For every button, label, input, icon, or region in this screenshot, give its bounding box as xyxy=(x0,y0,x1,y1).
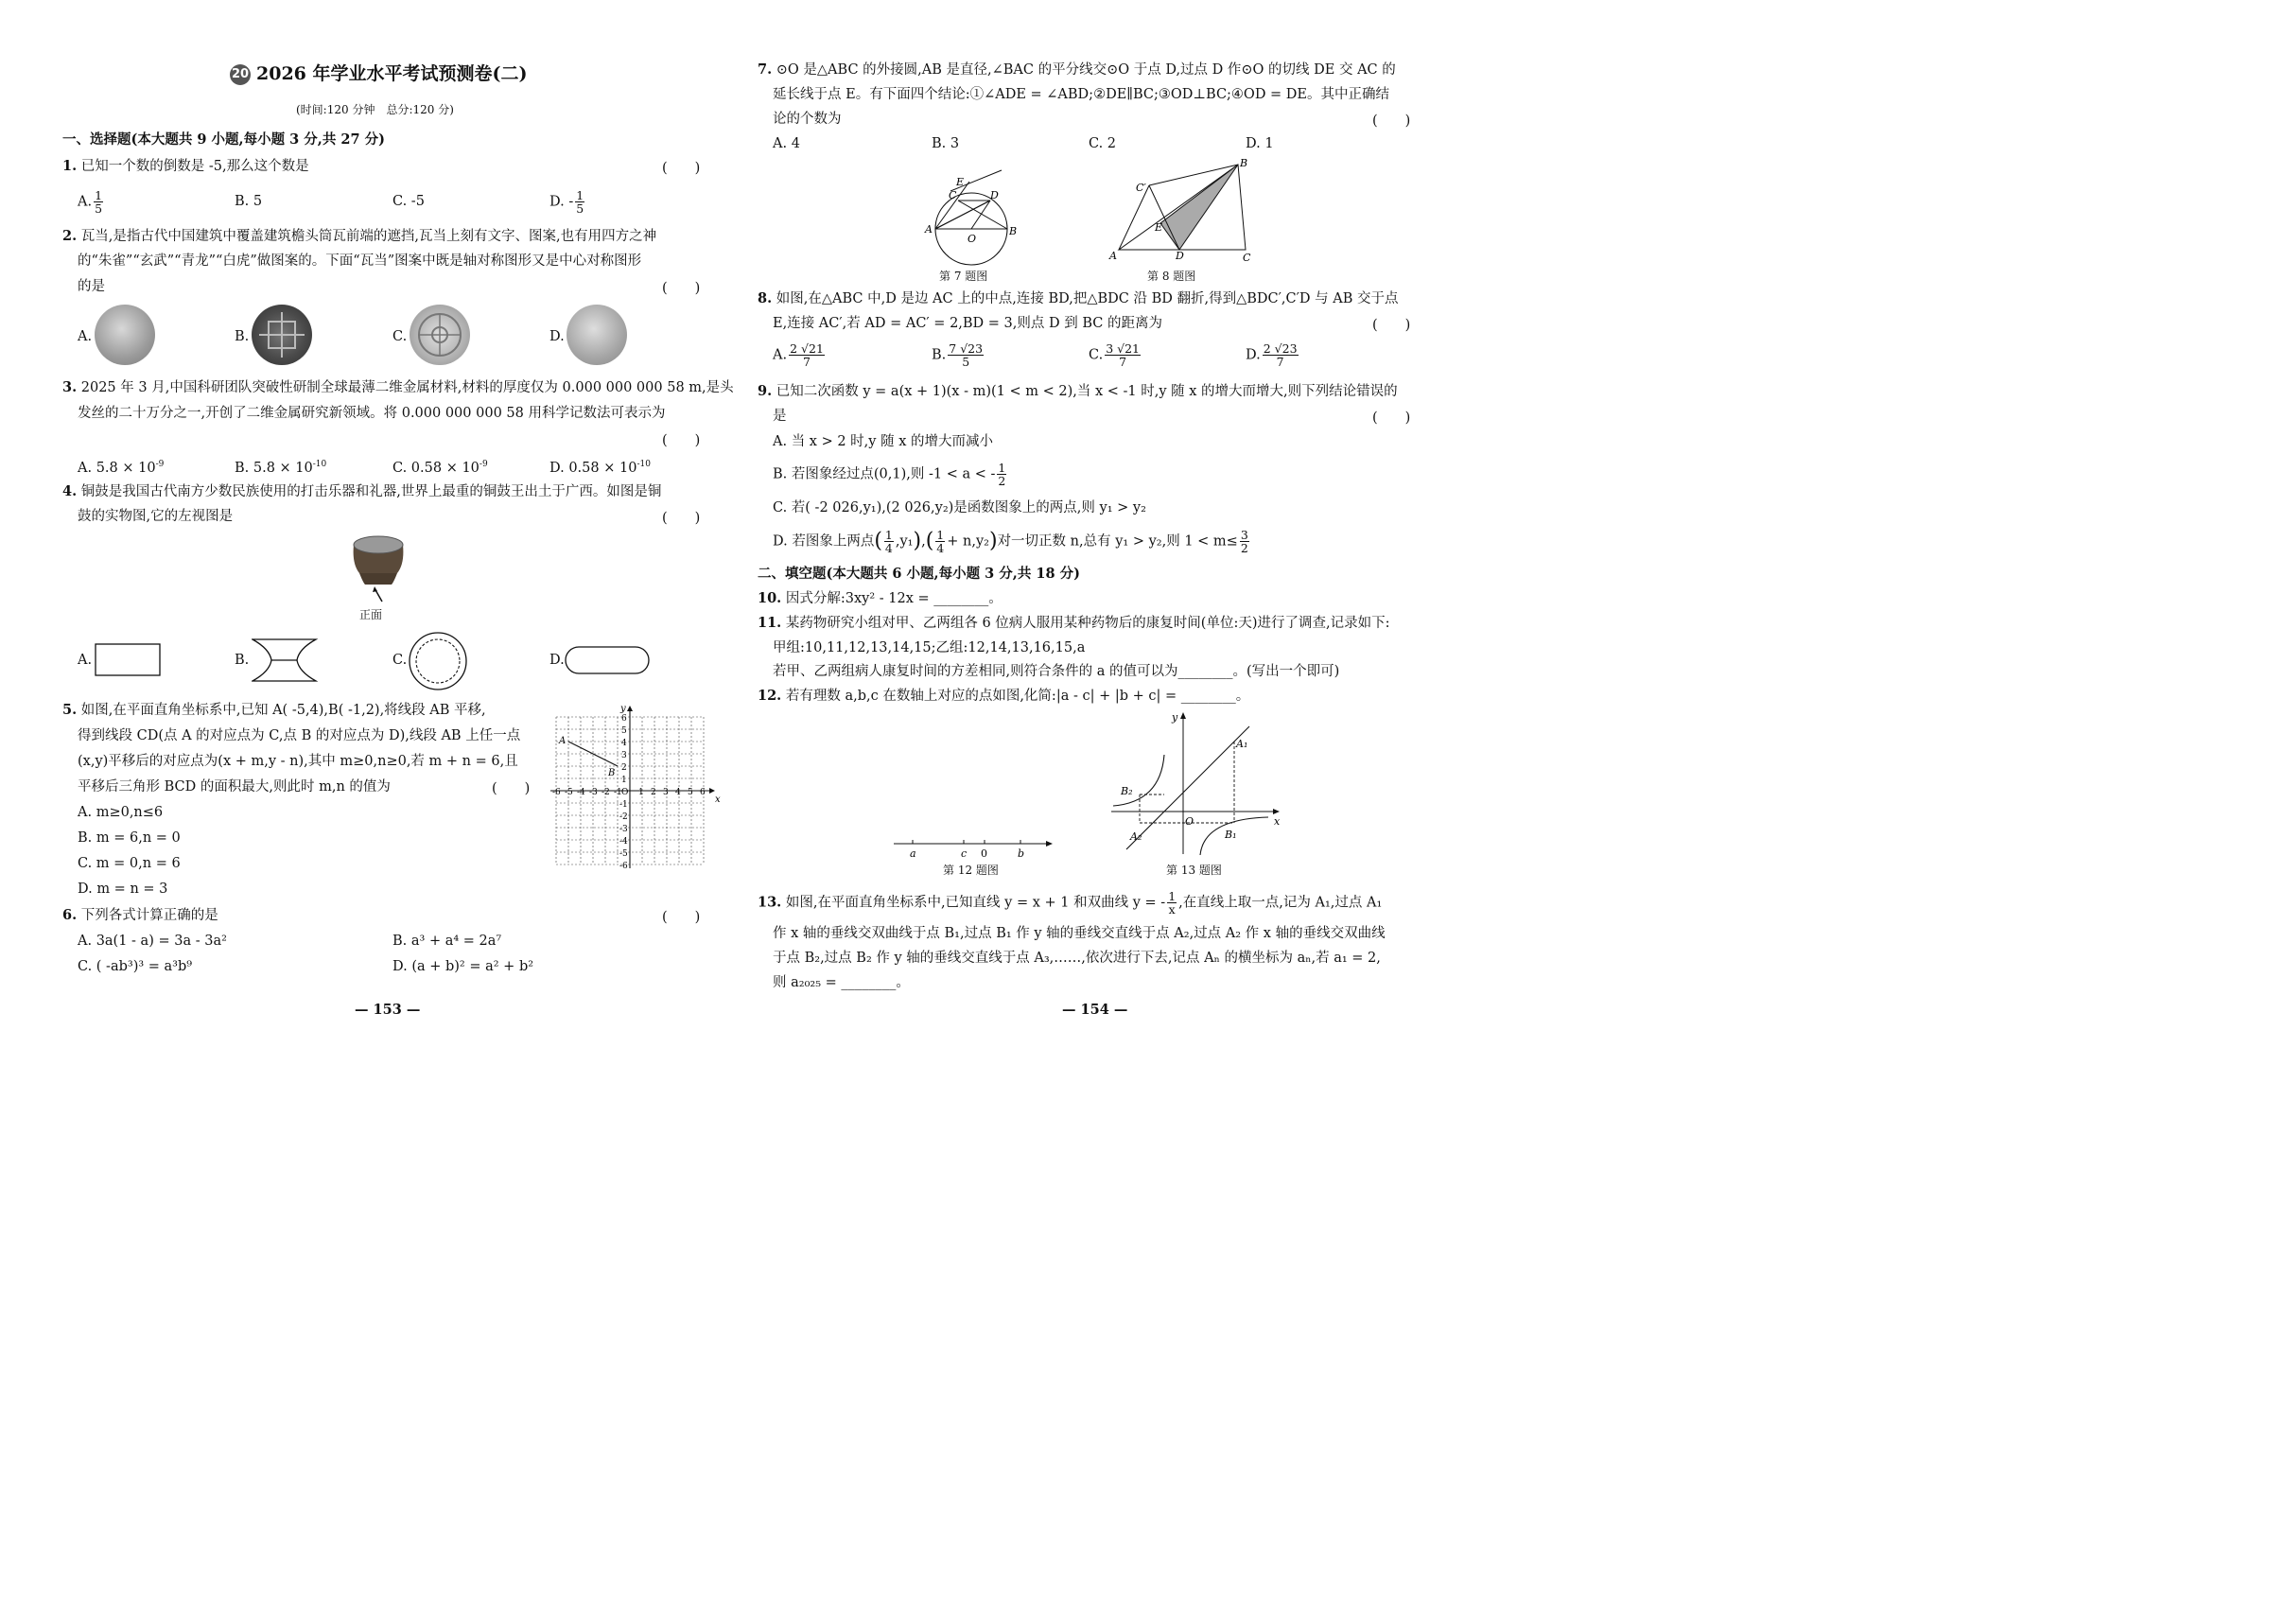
fig13-label-a1: A₁ xyxy=(1236,738,1248,750)
y-tick-label: -4 xyxy=(619,837,628,847)
fig8-label-d: D xyxy=(1176,250,1184,262)
y-tick-label: 4 xyxy=(621,739,627,748)
x-axis-label: x xyxy=(715,795,721,805)
left-page xyxy=(0,0,739,1047)
fig13-label-x: x xyxy=(1274,815,1281,828)
q3-stem-line2: 发丝的二十万分之一,开创了二维金属研究新领域。将 0.000 000 000 58 用科学记数法可表示为 xyxy=(78,406,666,421)
badge-number: 20 xyxy=(230,64,251,85)
q4-option-b-shape xyxy=(252,636,318,685)
q7-stem-line2: 延长线于点 E。有下面四个结论:①∠ADE = ∠ABD;②DE∥BC;③OD⊥BC;④OD = DE。其中正确结 xyxy=(773,87,1390,102)
q2-stem-line1: 2. 瓦当,是指古代中国建筑中覆盖建筑檐头筒瓦前端的遮挡,瓦当上刻有文字、图案,也有用四方之神 xyxy=(62,228,657,244)
q6-option-c[interactable]: C. ( -ab³)³ = a³b⁹ xyxy=(78,959,193,974)
page-number-left: — 153 — xyxy=(355,1002,421,1018)
q4-option-a-rectangle xyxy=(95,643,163,677)
fig12-caption: 第 12 题图 xyxy=(943,864,999,877)
q8-option-c[interactable]: C. $\frac{3 √21}{7}$ xyxy=(1089,341,1140,369)
x-tick-label: -3 xyxy=(589,788,598,797)
point-a-label: A xyxy=(559,736,567,746)
x-tick-label: 2 xyxy=(651,788,656,797)
q7-circle-figure xyxy=(924,168,1034,272)
q3-option-b[interactable]: B. $5.8 \times 10^{-10}$ xyxy=(235,460,327,476)
q2-stem-line3: 的是 xyxy=(78,279,105,294)
drum-front-label: 正面 xyxy=(359,608,383,621)
q1-stem: 1. 已知一个数的倒数是 -5,那么这个数是 xyxy=(62,158,309,174)
fig7-label-b: B xyxy=(1009,225,1018,237)
x-tick-label: -4 xyxy=(577,788,585,797)
q9-option-a[interactable]: A. 当 x > 2 时,y 随 x 的增大而减小 xyxy=(773,434,993,449)
wadang-b-pattern xyxy=(252,305,312,365)
wadang-c-pattern xyxy=(410,305,470,365)
q13-stem-line1: 13. 如图,在平面直角坐标系中,已知直线 y = x + 1 和双曲线 y = - $\frac{1}{x}$ ,在直线上取一点,记为 A₁,过点 A₁ xyxy=(758,889,1383,917)
fig8-label-c-prime: C′ xyxy=(1136,182,1146,194)
q6-option-b[interactable]: B. a³ + a⁴ = 2a⁷ xyxy=(392,934,502,949)
x-tick-label: -2 xyxy=(602,788,610,797)
wadang-image-c xyxy=(410,305,470,365)
q5-answer-paren[interactable]: ( ) xyxy=(492,781,531,796)
q2-option-a-label[interactable]: A. xyxy=(78,329,93,344)
q8-answer-paren[interactable]: ( ) xyxy=(1372,318,1411,333)
q8-option-b[interactable]: B. $\frac{7 √23}{5}$ xyxy=(932,341,984,369)
q5-option-b[interactable]: B. m = 6,n = 0 xyxy=(78,830,181,846)
q1-option-d[interactable]: D. - $\frac{1}{5}$ xyxy=(549,188,584,216)
q5-stem-line1: 5. 如图,在平面直角坐标系中,已知 A( -5,4),B( -1,2),将线段 AB 平移, xyxy=(62,702,486,718)
q2-option-d-label[interactable]: D. xyxy=(549,329,565,344)
q7-option-b[interactable]: B. 3 xyxy=(932,136,960,151)
fig8-label-a: A xyxy=(1109,250,1117,262)
q7-stem-line1: 7. ⊙O 是△ABC 的外接圆,AB 是直径,∠BAC 的平分线交⊙O 于点 D,过点 D 作⊙O 的切线 DE 交 AC 的 xyxy=(758,61,1396,78)
x-tick-label: -6 xyxy=(552,788,561,797)
fig13-label-y: y xyxy=(1172,711,1178,724)
q4-option-a-label[interactable]: A. xyxy=(78,653,93,668)
x-tick-label: 5 xyxy=(688,788,693,797)
q9-answer-paren[interactable]: ( ) xyxy=(1372,410,1411,426)
fig13-label-a2: A₂ xyxy=(1130,830,1142,843)
fig7-label-a: A xyxy=(925,223,933,236)
q7-option-d[interactable]: D. 1 xyxy=(1246,136,1274,151)
wadang-image-b xyxy=(252,305,312,365)
y-tick-label: -2 xyxy=(619,812,628,822)
q4-stem-line1: 4. 铜鼓是我国古代南方少数民族使用的打击乐器和礼器,世界上最重的铜鼓王出土于广西。如图是铜 xyxy=(62,483,662,499)
q9-stem-line1: 9. 已知二次函数 y = a(x + 1)(x - m)(1 < m < 2),当 x < -1 时,y 随 x 的增大而增大,则下列结论错误的 xyxy=(758,383,1398,399)
q1-option-a[interactable]: A. $\frac{1}{5}$ xyxy=(78,188,103,216)
q4-option-c-label[interactable]: C. xyxy=(392,653,408,668)
q8-option-a[interactable]: A. $\frac{2 √21}{7}$ xyxy=(773,341,824,369)
q8-stem-line1: 8. 如图,在△ABC 中,D 是边 AC 上的中点,连接 BD,把△BDC 沿 BD 翻折,得到△BDC′,C′D 与 AB 交于点 xyxy=(758,290,1399,306)
q6-stem: 6. 下列各式计算正确的是 xyxy=(62,907,218,923)
section-1-header: 一、选择题(本大题共 9 小题,每小题 3 分,共 27 分) xyxy=(62,131,385,148)
x-tick-label: 4 xyxy=(675,788,681,797)
q1-answer-paren[interactable]: ( ) xyxy=(662,161,701,176)
y-tick-label: 6 xyxy=(621,714,627,724)
q13-stem-line3: 于点 B₂,过点 B₂ 作 y 轴的垂线交直线于点 A₃,……,依次进行下去,记点 Aₙ 的横坐标为 aₙ,若 a₁ = 2, xyxy=(773,951,1381,966)
section-2-header: 二、填空题(本大题共 6 小题,每小题 3 分,共 18 分) xyxy=(758,566,1080,582)
q1-option-b[interactable]: B. 5 xyxy=(235,194,263,209)
fig13-caption: 第 13 题图 xyxy=(1166,864,1222,877)
fig8-label-b: B xyxy=(1240,157,1248,169)
fig12-label-b: b xyxy=(1018,847,1025,860)
exam-title-text: 2026 年学业水平考试预测卷(二) xyxy=(256,63,528,84)
fig7-label-c: C xyxy=(949,189,957,201)
q5-option-d[interactable]: D. m = n = 3 xyxy=(78,882,168,897)
q6-option-a[interactable]: A. 3a(1 - a) = 3a - 3a² xyxy=(78,934,227,949)
q7-option-c[interactable]: C. 2 xyxy=(1089,136,1117,151)
q1-option-c[interactable]: C. -5 xyxy=(392,194,425,209)
y-axis-label: y xyxy=(620,704,626,714)
page-number-right: — 154 — xyxy=(1062,1002,1128,1018)
q9-option-c[interactable]: C. 若( -2 026,y₁),(2 026,y₂)是函数图象上的两点,则 y₁ > y₂ xyxy=(773,500,1146,515)
q3-option-c[interactable]: C. $0.58 \times 10^{-9}$ xyxy=(392,460,488,476)
q7-answer-paren[interactable]: ( ) xyxy=(1372,114,1411,129)
y-tick-label: 1 xyxy=(621,776,627,785)
y-tick-label: 5 xyxy=(621,726,627,736)
x-tick-label: -5 xyxy=(565,788,573,797)
y-axis-arrow xyxy=(627,706,633,711)
q6-answer-paren[interactable]: ( ) xyxy=(662,910,701,925)
fig7-label-d: D xyxy=(990,189,999,201)
q13-stem-line4: 则 a₂₀₂₅ = ________。 xyxy=(773,975,910,990)
fig8-label-e: E xyxy=(1155,221,1163,234)
exam-subtitle: (时间:120 分钟 总分:120 分) xyxy=(296,103,454,116)
q11-stem-line1: 11. 某药物研究小组对甲、乙两组各 6 位病人服用某种药物后的康复时间(单位:天)进行了调查,记录如下: xyxy=(758,615,1390,631)
q9-option-b[interactable]: B. 若图象经过点(0,1),则 -1 < a < - $\frac{1}{2}$ xyxy=(773,461,1006,488)
x-tick-label: 1 xyxy=(638,788,644,797)
origin-label: O xyxy=(621,788,629,797)
wadang-image-d xyxy=(567,305,627,365)
q5-stem-line2: 得到线段 CD(点 A 的对应点为 C,点 B 的对应点为 D),线段 AB 上任一点 xyxy=(78,728,521,743)
q5-coordinate-grid xyxy=(547,698,728,878)
y-tick-label: -1 xyxy=(619,800,628,810)
q3-option-a[interactable]: A. $5.8 \times 10^{-9}$ xyxy=(78,460,165,476)
fig12-label-a: a xyxy=(910,847,916,860)
fig7-label-e: E xyxy=(956,176,965,188)
q8-option-d[interactable]: D. $\frac{2 √23}{7}$ xyxy=(1246,341,1298,369)
q4-option-c-circles xyxy=(407,630,469,692)
y-tick-label: -6 xyxy=(619,862,628,871)
q5-stem-line3: (x,y)平移后的对应点为(x + m,y - n),其中 m≥0,n≥0,若 m + n = 6,且 xyxy=(78,754,518,769)
q7-option-a[interactable]: A. 4 xyxy=(773,136,800,151)
q2-option-c-label[interactable]: C. xyxy=(392,329,408,344)
q10-stem: 10. 因式分解:3xy² - 12x = ________。 xyxy=(758,590,1003,606)
q4-stem-line2: 鼓的实物图,它的左视图是 xyxy=(78,509,234,524)
x-axis-arrow xyxy=(709,788,715,794)
q5-option-c[interactable]: C. m = 0,n = 6 xyxy=(78,856,181,871)
fig8-caption: 第 8 题图 xyxy=(1147,270,1196,283)
point-b-label: B xyxy=(608,768,616,778)
fig12-label-c: c xyxy=(961,847,968,860)
q8-stem-line2: E,连接 AC′,若 AD = AC′ = 2,BD = 3,则点 D 到 BC 的距离为 xyxy=(773,316,1162,331)
q2-option-b-label[interactable]: B. xyxy=(235,329,250,344)
x-tick-label: 6 xyxy=(700,788,706,797)
q4-option-d-label[interactable]: D. xyxy=(549,653,565,668)
q13-stem-line2: 作 x 轴的垂线交双曲线于点 B₁,过点 B₁ 作 y 轴的垂线交直线于点 A₂,过点 A₂ 作 x 轴的垂线交双曲线 xyxy=(773,926,1386,941)
wadang-image-a xyxy=(95,305,155,365)
q6-option-d[interactable]: D. (a + b)² = a² + b² xyxy=(392,959,534,974)
q11-stem-line2: 甲组:10,11,12,13,14,15;乙组:12,14,13,16,15,a xyxy=(773,640,1086,655)
q7-stem-line3: 论的个数为 xyxy=(773,112,842,127)
fig7-label-o: O xyxy=(968,233,977,245)
fig13-label-b1: B₁ xyxy=(1225,829,1237,841)
y-tick-label: -3 xyxy=(619,825,628,834)
y-tick-label: 2 xyxy=(621,763,627,773)
q2-answer-paren[interactable]: ( ) xyxy=(662,281,701,296)
exam-title xyxy=(230,64,527,85)
fig13-label-b2: B₂ xyxy=(1121,785,1133,797)
q5-stem-line4: 平移后三角形 BCD 的面积最大,则此时 m,n 的值为 xyxy=(78,779,391,795)
y-tick-label: -5 xyxy=(619,849,628,859)
q8-triangle-figure xyxy=(1104,155,1255,267)
q3-stem-line1: 3. 2025 年 3 月,中国科研团队突破性研制全球最薄二维金属材料,材料的厚度仅为 0.000 000 000 58 m,是头 xyxy=(62,379,734,395)
fig12-label-zero: 0 xyxy=(981,847,987,860)
x-tick-label: 3 xyxy=(663,788,669,797)
q4-answer-paren[interactable]: ( ) xyxy=(662,511,701,526)
fig8-label-c: C xyxy=(1243,252,1251,264)
q5-option-a[interactable]: A. m≥0,n≤6 xyxy=(78,805,164,820)
q4-option-d-rounded-rect xyxy=(565,646,652,676)
fig13-label-o: O xyxy=(1185,815,1194,828)
q9-option-d[interactable]: D. 若图象上两点( $\frac{1}{4}$ ,y₁),( $\frac{1}{4}$ + n,y₂)对一切正数 n,总有 y₁ > y₂,则 1 < m≤ $\frac{3}{2}$ xyxy=(773,528,1248,555)
q3-answer-paren[interactable]: ( ) xyxy=(662,433,701,448)
q2-stem-line2: 的“朱雀”“玄武”“青龙”“白虎”做图案的。下面“瓦当”图案中既是轴对称图形又是中心对称图形 xyxy=(78,253,642,269)
q11-stem-line3: 若甲、乙两组病人康复时间的方差相同,则符合条件的 a 的值可以为________。(写出一个即可) xyxy=(773,664,1340,679)
y-tick-label: 3 xyxy=(621,751,627,760)
q13-hyperbola-figure xyxy=(1107,707,1283,859)
x-tick-label: -1 xyxy=(614,788,622,797)
fig7-caption: 第 7 题图 xyxy=(939,270,988,283)
q12-stem: 12. 若有理数 a,b,c 在数轴上对应的点如图,化简:|a - c| + |b + c| = ________。 xyxy=(758,688,1250,704)
q4-option-b-label[interactable]: B. xyxy=(235,653,250,668)
q3-option-d[interactable]: D. $0.58 \times 10^{-10}$ xyxy=(549,460,651,476)
right-page xyxy=(739,0,1478,1047)
q9-stem-line2: 是 xyxy=(773,409,787,424)
